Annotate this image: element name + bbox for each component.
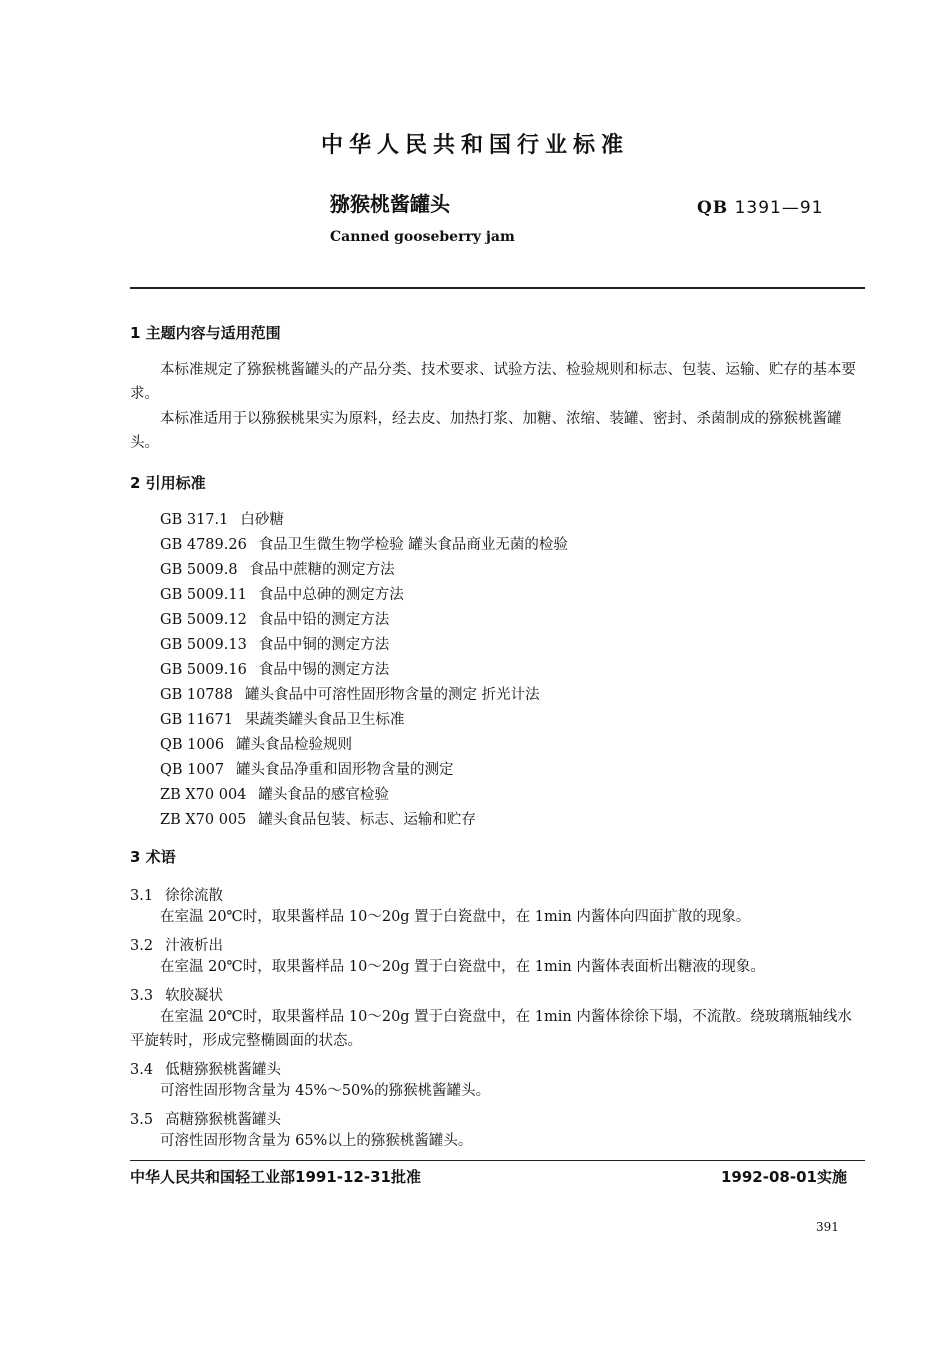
standard-code-prefix: QB — [697, 198, 729, 218]
term-name: 低糖猕猴桃酱罐头 — [165, 1062, 282, 1078]
standard-code-number: 1391—91 — [734, 198, 824, 218]
term-name: 汁液析出 — [165, 938, 224, 954]
reference-code: GB 5009.13 — [160, 637, 247, 653]
term-heading — [130, 884, 223, 905]
reference-code: GB 5009.11 — [160, 587, 247, 603]
reference-item — [160, 508, 284, 529]
approval-line: 中华人民共和国轻工业部1991-12-31批准 — [130, 1168, 421, 1186]
reference-code: GB 10788 — [160, 687, 233, 703]
section-1-heading: 1 主题内容与适用范围 — [130, 324, 281, 342]
header-divider — [130, 287, 865, 289]
term-definition: 可溶性固形物含量为 65%以上的猕猴桃酱罐头。 — [160, 1133, 473, 1149]
reference-code: QB 1006 — [160, 737, 225, 753]
reference-title: 罐头食品净重和固形物含量的测定 — [236, 762, 454, 778]
standard-code — [697, 198, 824, 218]
reference-title: 食品中铜的测定方法 — [258, 637, 390, 653]
reference-title: 食品中总砷的测定方法 — [258, 587, 404, 603]
reference-code: GB 11671 — [160, 712, 233, 728]
reference-title: 罐头食品检验规则 — [236, 737, 353, 753]
reference-item — [160, 783, 389, 804]
reference-title: 食品中蔗糖的测定方法 — [249, 562, 395, 578]
document-title-english: Canned gooseberry jam — [330, 229, 515, 245]
term-definition: 在室温 20℃时，取果酱样品 10～20g 置于白瓷盘中，在 1min 内酱体向四面扩散的现象。 — [160, 909, 751, 925]
document-title: 猕猴桃酱罐头 — [330, 192, 450, 216]
term-number: 3.2 — [130, 938, 154, 954]
page-number: 391 — [816, 1220, 839, 1234]
reference-item — [160, 683, 540, 704]
term-heading — [130, 1108, 281, 1129]
reference-item — [160, 808, 476, 829]
section-3-heading: 3 术语 — [130, 848, 176, 866]
reference-item — [160, 708, 404, 729]
reference-title: 白砂糖 — [240, 512, 284, 528]
reference-code: GB 5009.8 — [160, 562, 238, 578]
reference-code: GB 5009.16 — [160, 662, 247, 678]
reference-item — [160, 608, 389, 629]
reference-item — [160, 758, 454, 779]
term-definition: 在室温 20℃时，取果酱样品 10～20g 置于白瓷盘中，在 1min 内酱体表面析出糖液的现象。 — [160, 959, 765, 975]
reference-code: ZB X70 004 — [160, 787, 247, 803]
reference-title: 果蔬类罐头食品卫生标准 — [244, 712, 405, 728]
reference-title: 罐头食品的感官检验 — [258, 787, 389, 803]
reference-code: GB 317.1 — [160, 512, 229, 528]
reference-item — [160, 633, 389, 654]
reference-title: 罐头食品包装、标志、运输和贮存 — [258, 812, 476, 828]
reference-title: 食品卫生微生物学检验 罐头食品商业无菌的检验 — [258, 537, 568, 553]
reference-item — [160, 583, 404, 604]
reference-code: GB 4789.26 — [160, 537, 247, 553]
term-name: 软胶凝状 — [165, 988, 224, 1004]
term-definition: 可溶性固形物含量为 45%～50%的猕猴桃酱罐头。 — [160, 1083, 491, 1099]
reference-code: ZB X70 005 — [160, 812, 247, 828]
section-1-paragraph-1: 本标准规定了猕猴桃酱罐头的产品分类、技术要求、试验方法、检验规则和标志、包装、运输、贮存的基本要求。 — [130, 362, 856, 402]
term-name: 徐徐流散 — [165, 888, 224, 904]
reference-title: 罐头食品中可溶性固形物含量的测定 折光计法 — [244, 687, 540, 703]
reference-code: GB 5009.12 — [160, 612, 247, 628]
term-heading — [130, 1058, 281, 1079]
term-number: 3.3 — [130, 988, 154, 1004]
reference-item — [160, 533, 568, 554]
term-heading — [130, 934, 223, 955]
reference-code: QB 1007 — [160, 762, 225, 778]
section-2-heading: 2 引用标准 — [130, 474, 206, 492]
reference-item — [160, 658, 389, 679]
reference-item — [160, 558, 395, 579]
effective-date: 1992-08-01实施 — [721, 1168, 847, 1186]
term-number: 3.1 — [130, 888, 154, 904]
term-number: 3.4 — [130, 1062, 154, 1078]
term-definition: 在室温 20℃时，取果酱样品 10～20g 置于白瓷盘中，在 1min 内酱体徐徐下塌，不流散。绕玻璃瓶轴线水平旋转时，形成完整椭圆面的状态。 — [130, 1009, 852, 1049]
term-name: 高糖猕猴桃酱罐头 — [165, 1112, 282, 1128]
standard-org-header: 中华人民共和国行业标准 — [320, 133, 629, 158]
section-1-paragraph-2: 本标准适用于以猕猴桃果实为原料，经去皮、加热打浆、加糖、浓缩、装罐、密封、杀菌制成的猕猴桃酱罐头。 — [130, 411, 842, 451]
footer-divider — [130, 1160, 865, 1161]
reference-title: 食品中锡的测定方法 — [258, 662, 390, 678]
reference-item — [160, 733, 352, 754]
term-number: 3.5 — [130, 1112, 154, 1128]
term-heading — [130, 984, 223, 1005]
reference-title: 食品中铅的测定方法 — [258, 612, 390, 628]
